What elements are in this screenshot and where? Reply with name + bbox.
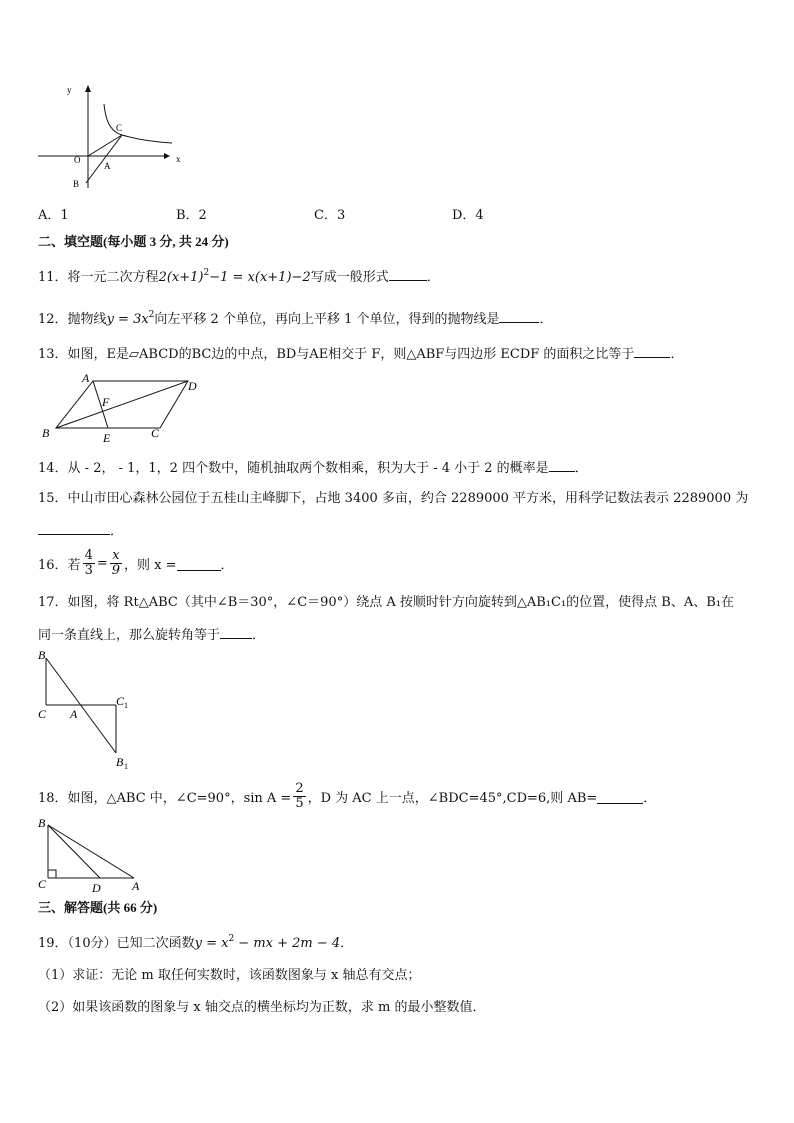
- q17-line2: [38, 624, 265, 645]
- q13-label-d: D: [188, 379, 197, 393]
- q14-answer-blank[interactable]: [549, 457, 575, 472]
- q13-parallelogram-figure: [36, 370, 206, 446]
- q19-part1: （1）求证：无论 m 取任何实数时，该函数图象与 x 轴总有交点；: [38, 968, 421, 983]
- q17-label-c1: C: [116, 694, 125, 708]
- q16-frac2-den: 9: [111, 562, 121, 578]
- q11-pre: 将一元二次方程: [67, 270, 159, 285]
- q18-post: ，D 为 AC 上一点，∠BDC=45°,CD=6,则 AB=: [307, 790, 598, 806]
- q14: [38, 457, 588, 478]
- q17-label-b1-sub: 1: [124, 762, 128, 771]
- q13-label-b: B: [42, 426, 50, 440]
- line-bc: [86, 135, 122, 183]
- q19-pre: （10分）已知二次函数: [67, 936, 195, 951]
- q11-eq-a: 2(x+1): [158, 270, 204, 285]
- q16-post: ，则 x =: [124, 557, 177, 573]
- q18-label-d: D: [92, 881, 101, 893]
- q18-number: 18．: [38, 790, 68, 806]
- q17-number: 17．: [38, 595, 68, 610]
- q16-pre: 若: [67, 557, 81, 573]
- q14-number: 14．: [38, 461, 68, 476]
- q16-equals: =: [96, 555, 108, 571]
- q13-text: 如图，E是▱ABCD的BC边的中点，BD与AE相交于 F，则△ABF与四边形 ECDF 的面积之比等于: [67, 347, 635, 362]
- q15-answer-blank[interactable]: [38, 520, 110, 535]
- q16-fraction-right: [110, 549, 122, 578]
- x-axis-arrow: [164, 153, 170, 159]
- q19-part2: （2）如果该函数的图象与 x 轴交点的横坐标均为正数，求 m 的最小整数值．: [38, 1000, 486, 1015]
- q15: [38, 490, 748, 508]
- q11-post: 写成一般形式: [310, 270, 389, 285]
- q15-text: 中山市田心森林公园位于五桂山主峰脚下，占地 3400 多亩，约合 2289000 平方米，用科学记数法表示 2289000 为: [67, 491, 749, 506]
- q13: [38, 343, 683, 364]
- q18-pre: 如图，△ABC 中，∠C=90°，sin A =: [67, 790, 292, 806]
- q12-eq: y = 3x: [106, 312, 149, 327]
- q12-exp: 2: [148, 310, 155, 320]
- q16-fraction-left: [83, 549, 95, 578]
- segment-ba: [48, 825, 134, 878]
- line-oc: [88, 135, 122, 156]
- section2-heading: 二、填空题(每小题 3 分, 共 24 分): [38, 234, 229, 249]
- q18-label-b: B: [38, 816, 46, 830]
- q10-label-x: x: [176, 154, 181, 164]
- q19-number: 19．: [38, 936, 68, 951]
- q19: [38, 930, 353, 953]
- q18-frac-num: 2: [295, 780, 304, 796]
- q18-triangle-figure: [36, 813, 146, 893]
- q13-number: 13．: [38, 347, 68, 362]
- q11-period: ．: [426, 270, 440, 285]
- q18-period: ．: [643, 790, 657, 806]
- q12: [38, 306, 553, 329]
- q18-answer-blank[interactable]: [597, 789, 643, 804]
- q15-period: ．: [110, 524, 124, 539]
- q18: [38, 778, 656, 814]
- hyperbola-curve: [104, 104, 172, 143]
- q16-frac2-num: x: [112, 547, 120, 563]
- q17-text-2: 同一条直线上，那么旋转角等于: [38, 628, 221, 643]
- q10-option-c: C．3: [314, 208, 346, 223]
- q10-graph: [36, 80, 196, 192]
- q14-text: 从 - 2， - 1，1，2 四个数中，随机抽取两个数相乘，积为大于 - 4 小于 2 的概率是: [67, 461, 549, 476]
- q17-label-c: C: [38, 707, 47, 721]
- q16-period: ．: [220, 557, 234, 573]
- q13-period: ．: [670, 347, 684, 362]
- q10-option-b: B．2: [176, 208, 207, 223]
- q17-label-a: A: [70, 707, 78, 721]
- q17-text: 如图，将 Rt△ABC（其中∠B＝30°，∠C＝90°）绕点 A 按顺时针方向旋转到△AB₁C₁的位置，使得点 B、A、B₁在: [67, 595, 734, 610]
- q15-line2: [38, 520, 123, 541]
- q17-label-b: B: [38, 648, 46, 662]
- q17-triangle-figure: [36, 645, 146, 773]
- q16: [38, 546, 234, 580]
- q18-label-a: A: [132, 879, 140, 893]
- q12-period: ．: [539, 312, 553, 327]
- section3-heading: 三、解答题(共 66 分): [38, 900, 158, 915]
- q13-label-c: C: [151, 426, 160, 440]
- y-axis-arrow: [85, 85, 91, 92]
- q10-option-a: A．1: [38, 208, 69, 223]
- q13-label-e: E: [103, 431, 111, 445]
- q10-option-d: D．4: [452, 208, 484, 223]
- q10-label-o: O: [74, 155, 81, 165]
- q13-label-f: F: [102, 395, 110, 409]
- q16-frac1-num: 4: [84, 547, 93, 563]
- q18-fraction: [293, 782, 305, 811]
- right-angle-mark: [48, 870, 56, 878]
- q13-answer-blank[interactable]: [634, 343, 670, 358]
- q11-exp: 2: [203, 268, 210, 278]
- q16-number: 16．: [38, 557, 68, 573]
- q17-answer-blank[interactable]: [220, 624, 252, 639]
- q17-label-c1-sub: 1: [124, 701, 128, 710]
- q12-pre: 抛物线: [67, 312, 107, 327]
- q18-frac-den: 5: [295, 795, 304, 811]
- q15-number: 15．: [38, 491, 68, 506]
- q12-number: 12．: [38, 312, 68, 327]
- q19-exp: 2: [228, 934, 235, 944]
- q18-label-c: C: [38, 877, 47, 891]
- q12-answer-blank[interactable]: [499, 308, 539, 323]
- q19-eq-b: − mx + 2m − 4: [234, 936, 341, 951]
- q14-period: ．: [574, 461, 588, 476]
- q13-label-a: A: [82, 371, 90, 385]
- q17-period: ．: [252, 628, 266, 643]
- q17-line1: [38, 594, 734, 612]
- q16-answer-blank[interactable]: [177, 556, 221, 571]
- q11: [38, 264, 440, 287]
- q12-post: 向左平移 2 个单位，再向上平移 1 个单位，得到的抛物线是: [154, 312, 500, 327]
- segment-bd: [56, 381, 188, 428]
- q19-post: ．: [340, 936, 354, 951]
- q19-eq-a: y = x: [194, 936, 229, 951]
- q11-eq-b: −1 = x(x+1)−2: [209, 270, 311, 285]
- q11-number: 11．: [38, 270, 68, 285]
- q10-label-y: y: [67, 85, 72, 95]
- q10-label-c: C: [116, 123, 123, 133]
- q11-answer-blank[interactable]: [389, 266, 427, 281]
- q16-frac1-den: 3: [84, 562, 93, 578]
- q17-label-b1: B: [116, 755, 124, 769]
- q10-label-b: B: [73, 179, 80, 189]
- q10-label-a: A: [104, 161, 111, 171]
